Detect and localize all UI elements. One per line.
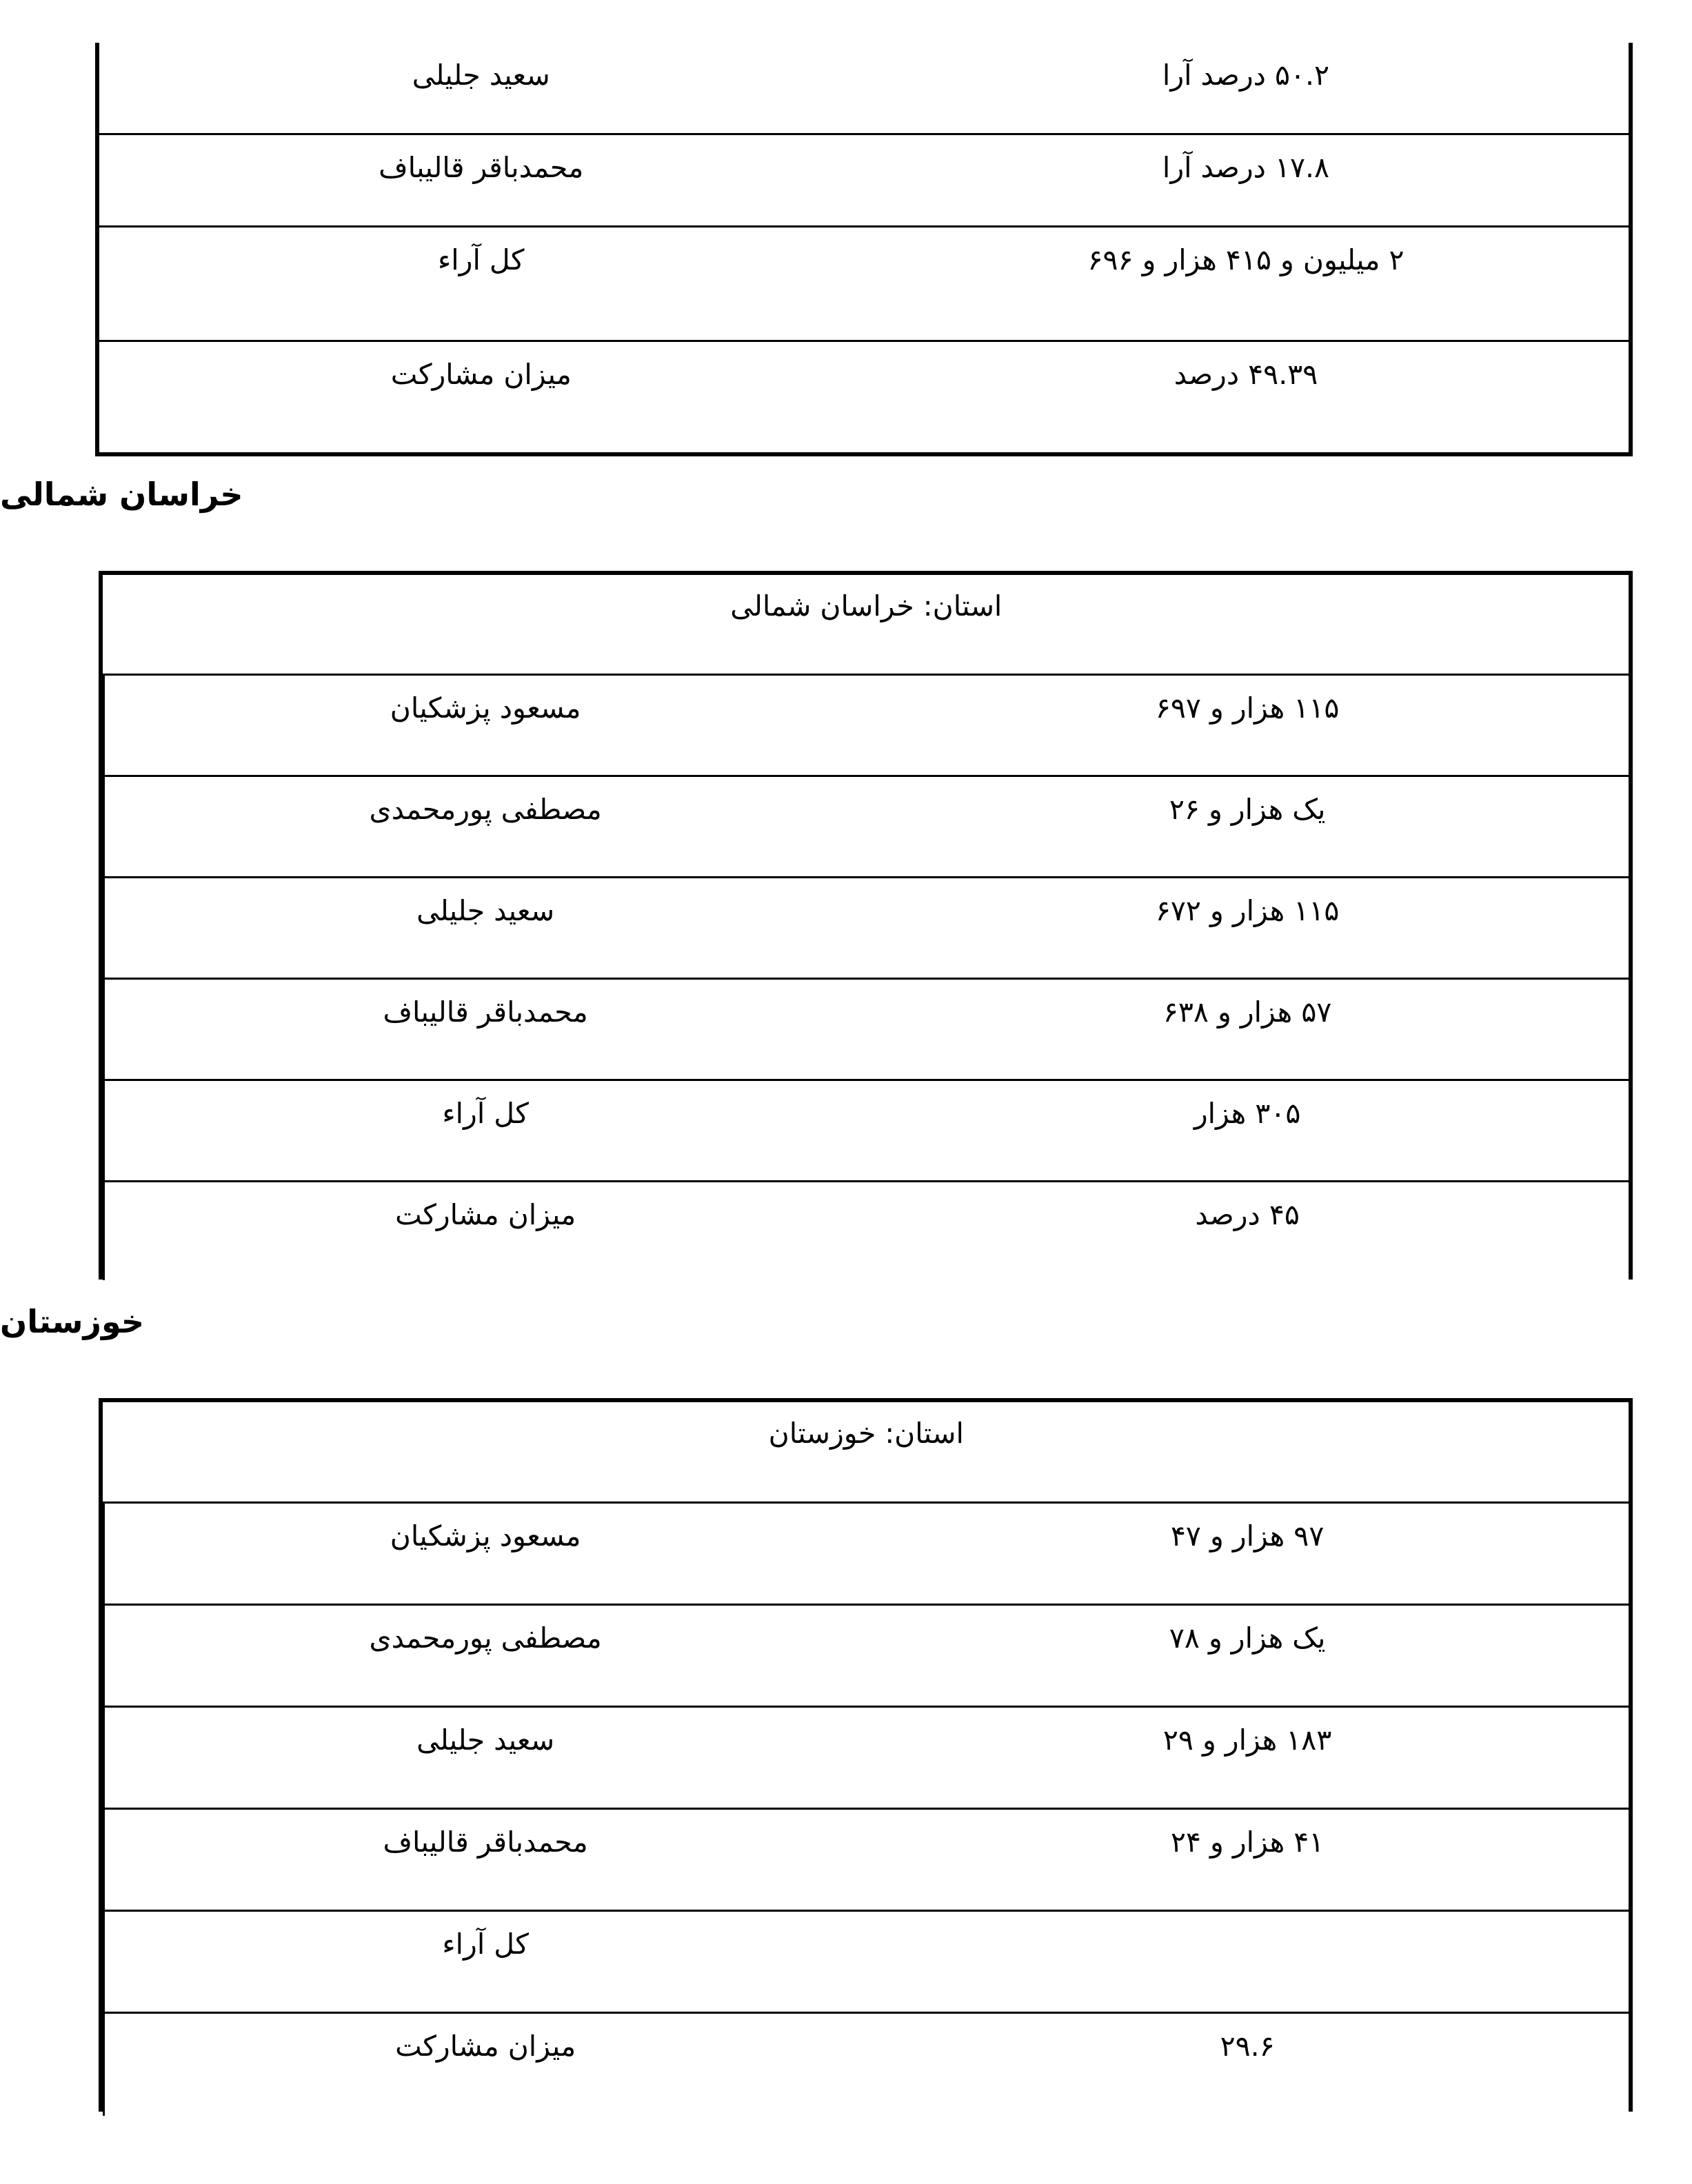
vote-label-cell: مسعود پزشکیان [104,1502,867,1604]
vote-value-cell: یک هزار و ۷۸ [866,1604,1629,1706]
table-row [98,43,1629,134]
province-heading-text: خوزستان [0,1303,145,1340]
results-table-khuzestan [99,1398,1633,2112]
vote-value-cell: ۲۹.۶ [1220,2029,1275,2063]
table-header-cell: استان: خوزستان [104,1402,1629,1502]
table-row [104,1808,1629,1910]
vote-value-cell: ۱۸۳ هزار و ۲۹ [866,1706,1629,1808]
vote-label-cell: محمدباقر قالیباف [104,1808,867,1910]
table-header-row [104,575,1629,674]
vote-label-cell: میزان مشارکت [98,341,863,452]
results-table-continued [95,43,1633,228]
vote-label-cell: محمدباقر قالیباف [104,978,867,1080]
vote-label-cell: محمدباقر قالیباف [98,134,863,226]
vote-value-cell: ۱۱۵ هزار و ۶۷۲ [866,877,1629,978]
vote-value-cell: ۴۹.۳۹ درصد [1174,357,1318,391]
vote-label-cell: سعید جلیلی [104,877,867,978]
vote-value-cell: ۱۱۵ هزار و ۶۹۷ [866,674,1629,776]
results-table-continued-part2 [95,228,1633,456]
vote-value-cell: ۲ میلیون و ۴۱۵ هزار و ۶۹۶ [863,228,1629,341]
vote-label-cell: مصطفی پورمحمدی [104,776,867,877]
table-row [104,978,1629,1080]
table-row [104,776,1629,877]
province-heading-khuzestan [0,1303,1633,1340]
table-row [104,1181,1629,1280]
vote-value-cell: ۴۵ درصد [1195,1197,1300,1231]
table-row [104,2012,1629,2116]
table-row [104,1502,1629,1604]
table-body [103,575,1629,1280]
vote-label-cell: سعید جلیلی [104,1706,867,1808]
vote-label-cell: میزان مشارکت [104,1181,867,1280]
vote-value-cell: یک هزار و ۲۶ [866,776,1629,877]
province-heading-text: خراسان شمالی [0,476,243,513]
vote-value-cell: ۳۰۵ هزار [866,1080,1629,1181]
vote-value-cell: ۱۷.۸ درصد آرا [1162,151,1330,185]
table-row [104,1706,1629,1808]
vote-label-cell: کل آراء [98,228,863,341]
table-header-cell: استان: خراسان شمالی [104,575,1629,674]
vote-label-cell: کل آراء [104,1080,867,1181]
vote-label-cell: مصطفی پورمحمدی [104,1604,867,1706]
vote-label-cell: میزان مشارکت [104,2012,867,2116]
table-body [97,228,1629,452]
table-row [104,1910,1629,2012]
province-heading-north-khorasan [0,476,1633,513]
table-row [104,674,1629,776]
vote-label-cell: سعید جلیلی [98,43,863,134]
table-row [104,877,1629,978]
results-table-north-khorasan [99,571,1633,1280]
vote-value-cell: ۵۰.۲ درصد آرا [863,43,1629,134]
table-body [103,1402,1629,2116]
vote-value-cell: ۵۷ هزار و ۶۳۸ [866,978,1629,1080]
vote-label-cell: مسعود پزشکیان [104,674,867,776]
vote-value-cell: ۴۱ هزار و ۲۴ [866,1808,1629,1910]
table-row [98,134,1629,226]
table-header-row [104,1402,1629,1502]
vote-label-cell: کل آراء [104,1910,867,2012]
table-row [98,228,1629,341]
table-row [104,1604,1629,1706]
vote-value-cell: ۹۷ هزار و ۴۷ [866,1502,1629,1604]
table-body [97,43,1629,225]
table-row [104,1080,1629,1181]
vote-value-cell [866,1910,1629,2012]
table-row [98,341,1629,452]
